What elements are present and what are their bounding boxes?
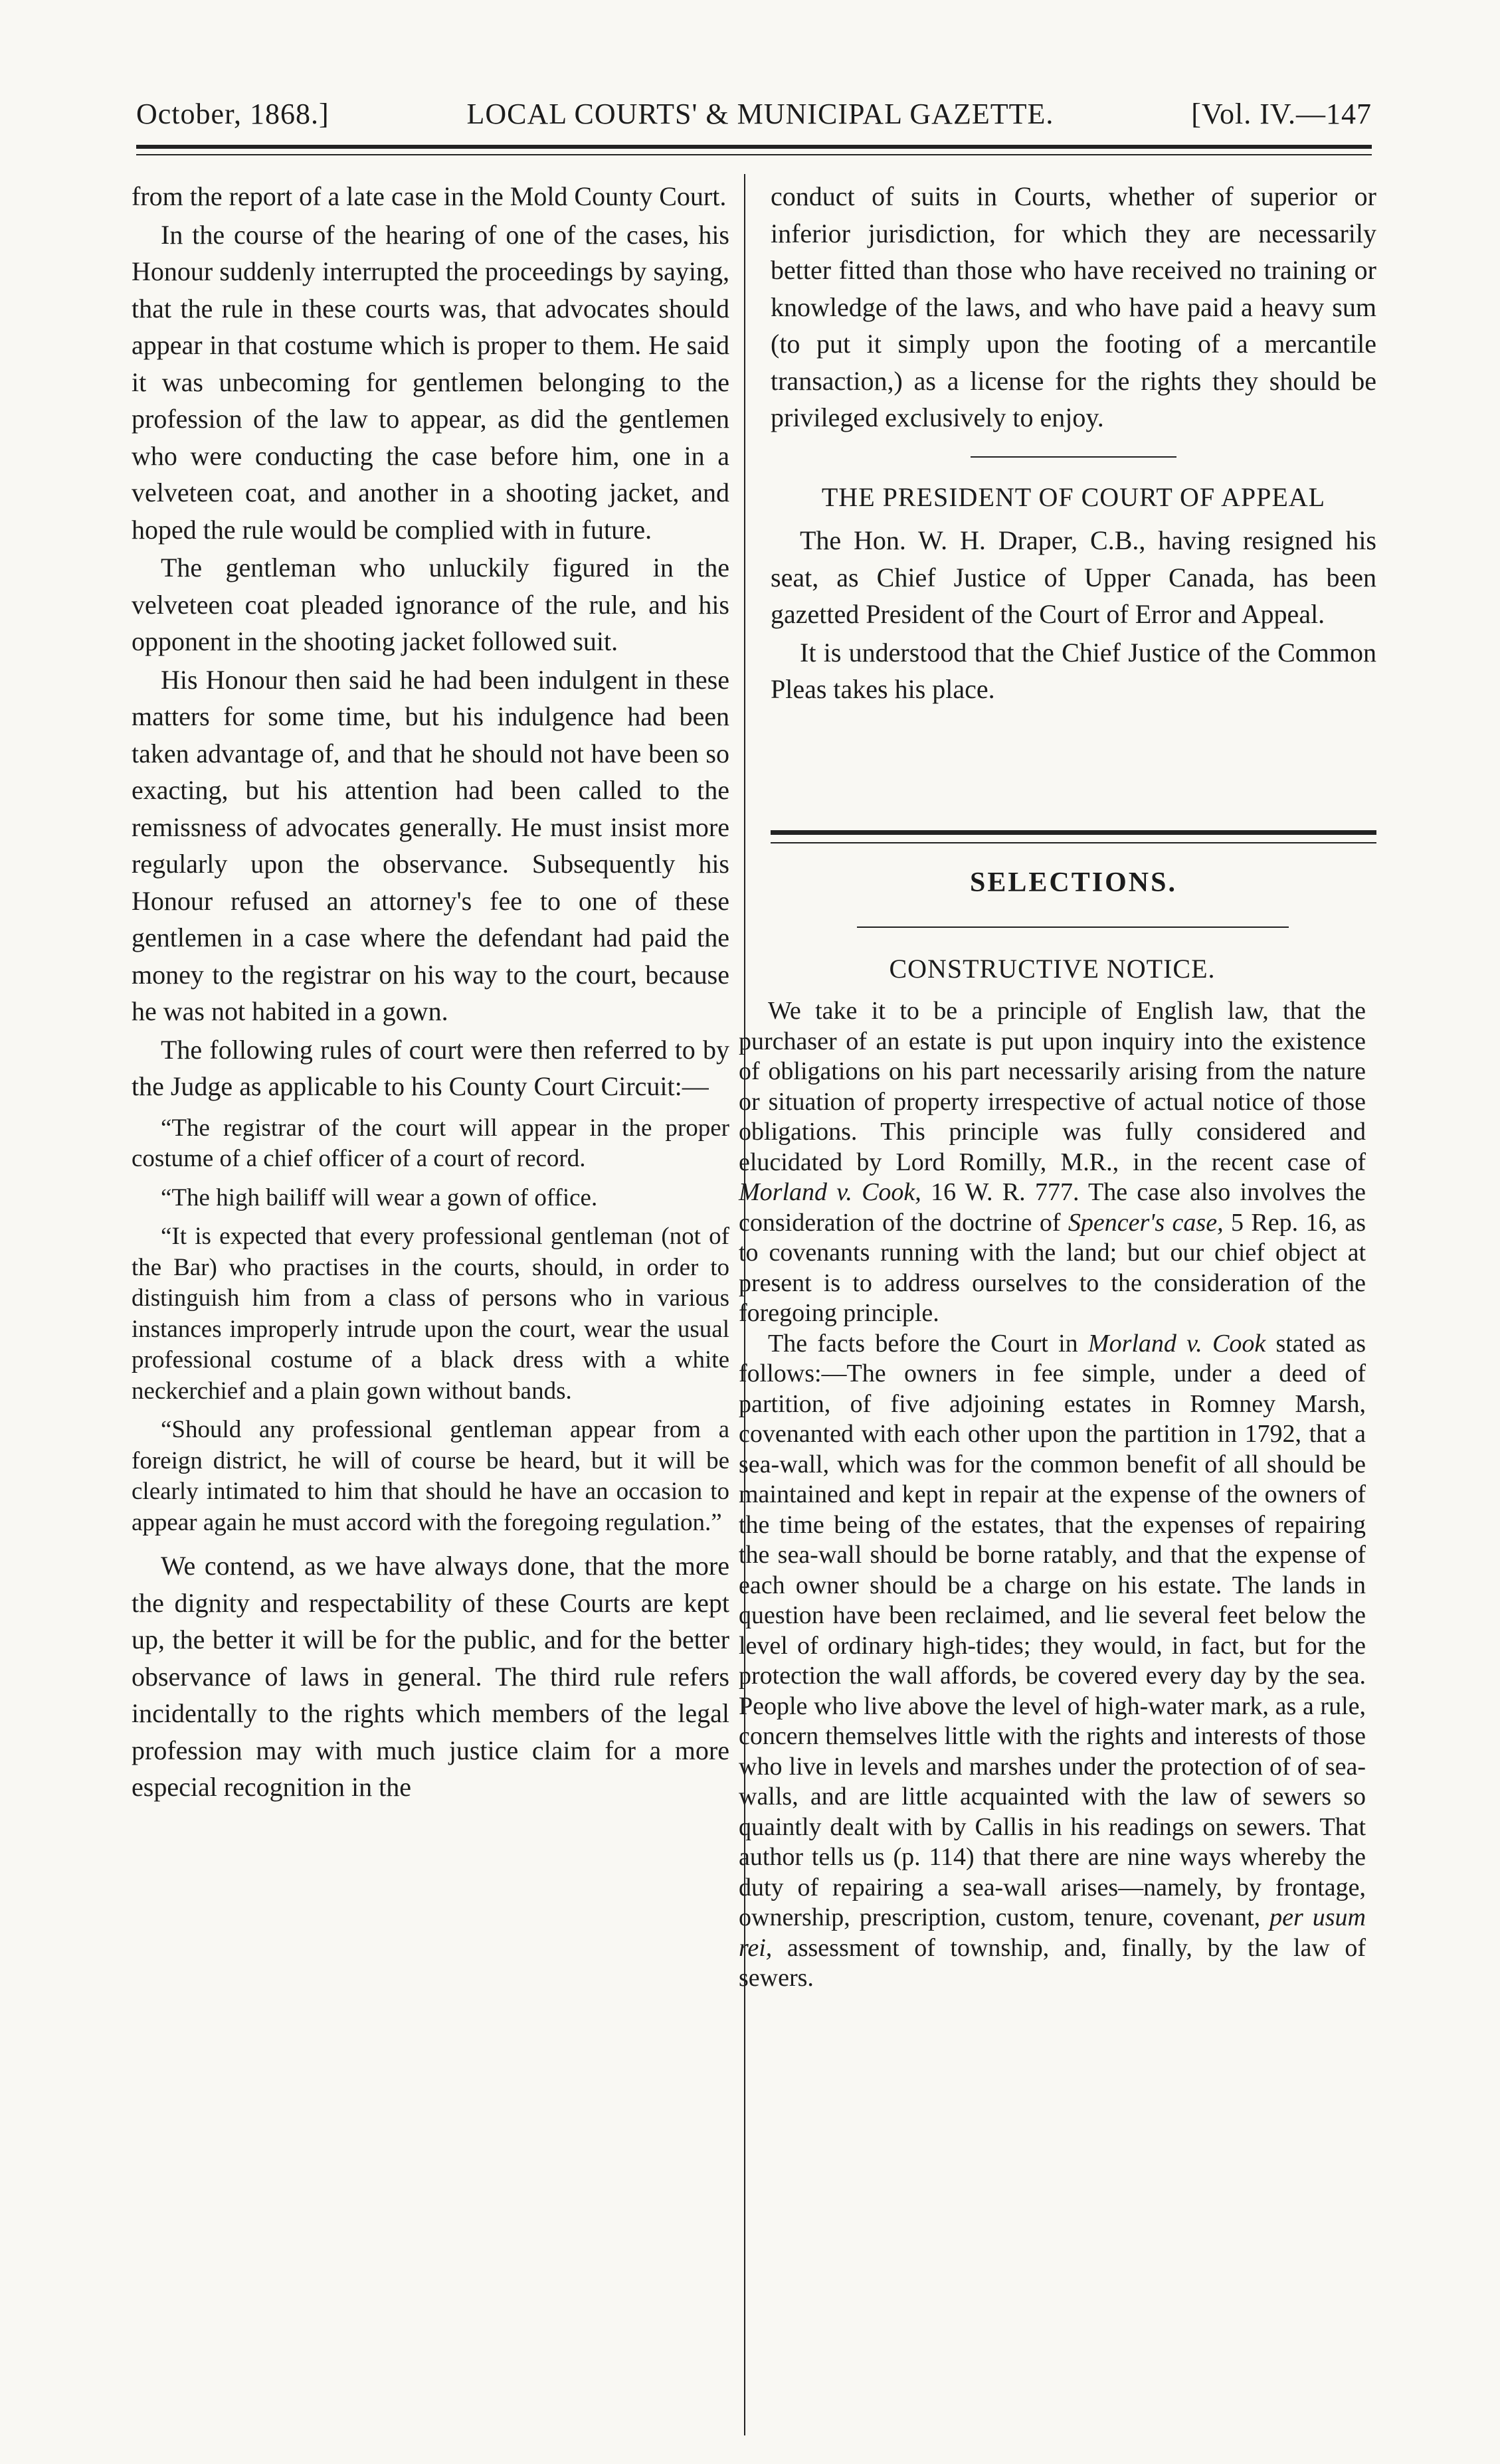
page-header	[136, 90, 1372, 137]
case-name-spencer: Spencer's case,	[1068, 1208, 1224, 1237]
latin-phrase: per usum rei,	[739, 1903, 1366, 1962]
left-paragraph-2: In the course of the hearing of one of the cases, his Honour suddenly interrupted the proceedings by saying, that the rule in these courts was, that advocates should appear in that costume which is proper to them. He said it was unbecoming for gentlemen belonging to the profession of the law to appear, as did the gentlemen who were conducting the case before him, one in a velveteen coat, and another in a shooting jacket, and hoped the rule would be complied with in future.	[132, 219, 729, 545]
selections-rule-thick	[771, 830, 1376, 835]
section-rule	[971, 456, 1176, 458]
right-column-top	[771, 178, 1376, 708]
case-name-morland: Morland v. Cook,	[739, 1178, 921, 1206]
left-paragraph-4: His Honour then said he had been indulgent in these matters for some time, but his indulgence had been taken advantage of, and that he should not have been so exacting, but his attention had been called to the remissness of advocates generally. He must insist more regularly upon the observance. Subsequently his Honour refused an attorney's fee to one of these gentlemen in a case where the defendant had paid the money to the registrar on his way to the court, because he was not habited in a gown.	[132, 664, 729, 1026]
article-heading-president: THE PRESIDENT OF COURT OF APPEAL	[821, 482, 1326, 512]
left-column	[132, 178, 729, 1806]
left-paragraph-5: The following rules of court were then referred to by the Judge as applicable to his County Court Circuit:—	[132, 1034, 729, 1101]
header-rule-thin	[136, 154, 1372, 155]
rule-quote-4: “Should any professional gentleman appear from a foreign district, he will of course be heard, but it will be clearly intimated to him that should he have an occasion to appear again he must accord with the foregoing regulation.”	[132, 1416, 729, 1536]
notice-paragraph-2: The facts before the Court in Morland v. Cook stated as follows:—The owners in fee simple, under a deed of partition, of five adjoining estates in Romney Marsh, covenanted with each other upon the partition in 1792, that a sea-wall, which was for the common benefit of all should be maintained and kept in repair at the expense of the owners of the time being of the estates, that the expenses of repairing the sea-wall should be borne ratably, and that the expense of each owner should be a charge on his estate. The lands in question have been reclaimed, and lie several feet below the level of ordinary high-tides; they would, in fact, but for the protection the wall affords, be covered every day by the sea. People who live above the level of high-water mark, as a rule, concern themselves little with the rights and interests of those who live in levels and marshes under the protection of of sea-walls, and are little acquainted with the law of sewers so quaintly dealt with by Callis in his readings on sewers. That author tells us (p. 114) that there are nine ways whereby the duty of repairing a sea-wall arises—namely, by frontage, ownership, prescription, custom, tenure, covenant, per usum rei, assessment of township, and, finally, by the law of sewers.	[739, 1329, 1366, 1992]
selections-rule-thin	[771, 842, 1376, 843]
case-name-morland-2: Morland v. Cook	[1087, 1329, 1266, 1358]
left-paragraph-3: The gentleman who unluckily figured in the velveteen coat pleaded ignorance of the rule, and his opponent in the shooting jacket followed suit.	[132, 553, 729, 656]
left-paragraph-6: We contend, as we have always done, that the more the dignity and respectability of these Courts are kept up, the better it will be for the public, and for the better observance of laws in general. The third rule refers incidentally to the rights which members of the legal profession may with much justice claim for a more especial recognition in the	[132, 1551, 729, 1802]
left-paragraph-1: from the report of a late case in the Mold County Court.	[132, 181, 727, 211]
selections-underline	[857, 926, 1289, 928]
right-paragraph-1: conduct of suits in Courts, whether of superior or inferior jurisdiction, for which they are necessarily better fitted than those who have received no training or knowledge of the laws, and who have paid a heavy sum (to put it simply upon the footing of a mercantile transaction,) as a license for the rights they should be privileged exclusively to enjoy.	[771, 181, 1376, 432]
header-rule-thick	[136, 145, 1372, 149]
header-volume: [Vol. IV.—147	[1191, 97, 1372, 130]
header-title: LOCAL COURTS' & MUNICIPAL GAZETTE.	[466, 97, 1054, 130]
rule-quote-1: “The registrar of the court will appear in the proper costume of a chief officer of a court of record.	[132, 1114, 729, 1172]
header-date: October, 1868.]	[136, 97, 329, 130]
constructive-notice-heading: CONSTRUCTIVE NOTICE.	[889, 954, 1216, 984]
selections-heading: SELECTIONS.	[970, 867, 1177, 898]
right-paragraph-2: The Hon. W. H. Draper, C.B., having resigned his seat, as Chief Justice of Upper Canada, has been gazetted President of the Court of Error and Appeal.	[771, 525, 1376, 629]
right-column-article	[739, 996, 1366, 1994]
rule-quote-3: “It is expected that every professional gentleman (not of the Bar) who practises in the courts, should, in order to distinguish him from a class of persons who in various instances improperly intrude upon the court, wear the usual professional costume of a black dress with a white neckerchief and a plain gown without bands.	[132, 1223, 729, 1405]
right-paragraph-3: It is understood that the Chief Justice of the Common Pleas takes his place.	[771, 637, 1376, 704]
rule-quote-2: “The high bailiff will wear a gown of office.	[161, 1184, 598, 1211]
notice-paragraph-1: We take it to be a principle of English law, that the purchaser of an estate is put upon inquiry into the existence of obligations on his part necessarily arising from the nature or situation of property irrespective of actual notice of those obligations. This principle was fully considered and elucidated by Lord Romilly, M.R., in the recent case of Morland v. Cook, 16 W. R. 777. The case also involves the consideration of the doctrine of Spencer's case, 5 Rep. 16, as to covenants running with the land; but our chief object at present is to address ourselves to the consideration of the foregoing principle.	[739, 997, 1366, 1327]
